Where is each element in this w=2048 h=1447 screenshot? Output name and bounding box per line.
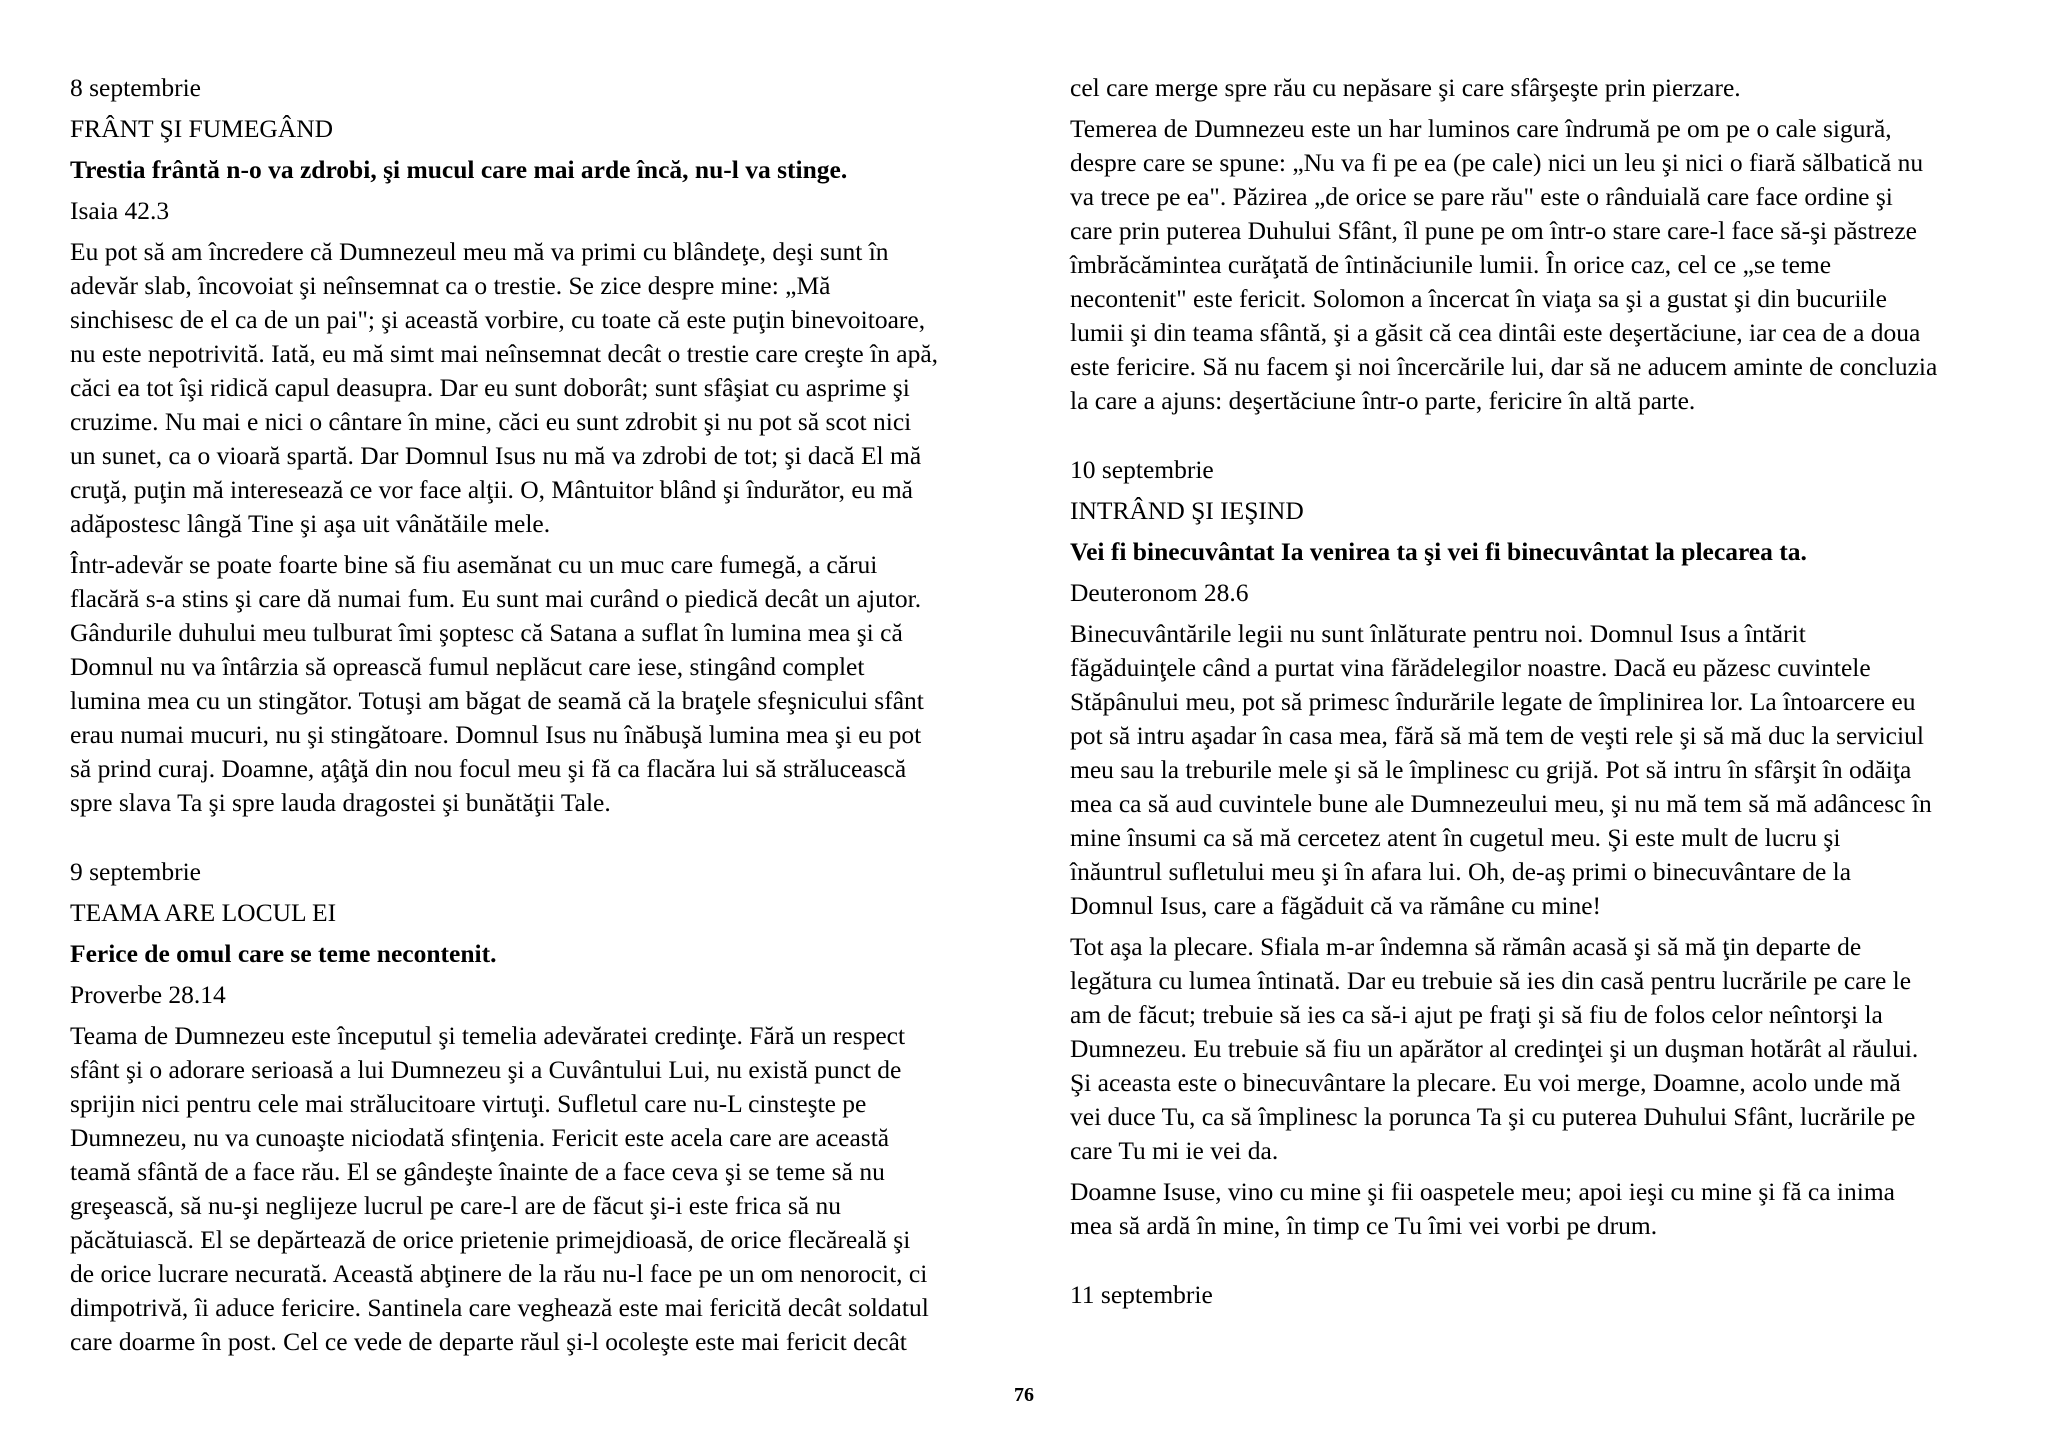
text-line: Stăpânului meu, pot să primesc îndurările legate de împlinirea lor. La întoarcere eu: [1070, 687, 1916, 716]
entry-paragraph: [1070, 71, 2005, 105]
section-gap: [70, 827, 1000, 855]
text-line: flacără s-a stins şi care dă numai fum. Eu sunt mai curând o piedică decât un ajutor.: [70, 584, 922, 613]
page-number: 76: [1014, 1384, 1034, 1406]
text-line: care Tu mi ie vei da.: [1070, 1136, 1279, 1165]
text-line: făgăduinţele când a purtat vina fărădelegilor noastre. Dacă eu păzesc cuvintele: [1070, 653, 1871, 682]
text-line: mine însumi ca să mă cercetez atent în cugetul meu. Şi este mult de lucru şi: [1070, 823, 1841, 852]
text-line: nu este nepotrivită. Iată, eu mă simt mai neînsemnat decât o trestie care creşte în apă,: [70, 339, 939, 368]
text-line: de orice lucrare necurată. Această abţinere de la rău nu-l face pe un om nenorocit, ci: [70, 1259, 928, 1288]
text-line: Eu pot să am încredere că Dumnezeul meu mă va primi cu blândeţe, deşi sunt în: [70, 237, 889, 266]
text-line: lumii şi din teama sfântă, şi a găsit că cea dintâi este deşertăciune, iar cea de a doua: [1070, 318, 1921, 347]
right-column: [1070, 71, 2005, 1319]
text-line: va trece pe ea". Păzirea „de orice se pare rău" este o rânduială care face ordine şi: [1070, 182, 1893, 211]
text-line: Domnul nu va întârzia să oprească fumul neplăcut care iese, stingând complet: [70, 652, 865, 681]
entry-date: 9 septembrie: [70, 857, 201, 886]
text-line: meu sau la treburile mele şi să le împlinesc cu grijă. Pot să intru în sfârşit în odăiţa: [1070, 755, 1912, 784]
text-line: Teama de Dumnezeu este începutul şi temelia adevăratei credinţe. Fără un respect: [70, 1021, 906, 1050]
text-line: îmbrăcămintea curăţată de întinăciunile lumii. În orice caz, cel ce „se teme: [1070, 250, 1832, 279]
section-gap: [1070, 425, 2005, 453]
text-line: vei duce Tu, ca să împlinesc la porunca Ta şi cu puterea Duhului Sfânt, lucrările pe: [1070, 1102, 1916, 1131]
text-line: sfânt şi o adorare serioasă a lui Dumnezeu şi a Cuvântului Lui, nu există punct de: [70, 1055, 902, 1084]
entry-paragraph: [1070, 617, 2005, 923]
text-line: Domnul Isus, care a făgăduit că va rămâne cu mine!: [1070, 891, 1602, 920]
text-line: mea ca să aud cuvintele bune ale Dumnezeului meu, şi nu mă tem să mă adâncesc în: [1070, 789, 1932, 818]
text-line: care prin puterea Duhului Sfânt, îl pune pe om într-o stare care-l face să-şi păstreze: [1070, 216, 1917, 245]
text-line: păcătuiască. El se depărtează de orice prietenie primejdioasă, de orice flecăreală şi: [70, 1225, 911, 1254]
entry-title: FRÂNT ŞI FUMEGÂND: [70, 114, 334, 143]
entry-date: 8 septembrie: [70, 73, 201, 102]
text-line: să prind curaj. Doamne, aţâţă din nou focul meu şi fă ca flacăra lui să strălucească: [70, 754, 907, 783]
text-line: căci ea tot îşi ridică capul deasupra. Dar eu sunt doborât; sunt sfâşiat cu asprime şi: [70, 373, 910, 402]
text-line: dimpotrivă, îi aduce fericire. Santinela care veghează este mai fericită decât soldatul: [70, 1293, 929, 1322]
entry-title: INTRÂND ŞI IEŞIND: [1070, 496, 1304, 525]
text-line: Doamne Isuse, vino cu mine şi fii oaspetele meu; apoi ieşi cu mine şi fă ca inima: [1070, 1177, 1895, 1206]
entry-verse: Ferice de omul care se teme necontenit.: [70, 939, 497, 968]
text-line: Şi aceasta este o binecuvântare la plecare. Eu voi merge, Doamne, acolo unde mă: [1070, 1068, 1901, 1097]
text-line: la care a ajuns: deşertăciune într-o parte, fericire în altă parte.: [1070, 386, 1696, 415]
entry-title: TEAMA ARE LOCUL EI: [70, 898, 337, 927]
entry-date: 10 septembrie: [1070, 455, 1214, 484]
text-line: Tot aşa la plecare. Sfiala m-ar îndemna să rămân acasă şi să mă ţin departe de: [1070, 932, 1862, 961]
text-line: cel care merge spre rău cu nepăsare şi care sfârşeşte prin pierzare.: [1070, 73, 1741, 102]
text-line: Gândurile duhului meu tulburat îmi şoptesc că Satana a suflat în lumina mea şi că: [70, 618, 903, 647]
text-line: lumina mea cu un stingător. Totuşi am băgat de seamă că la braţele sfeşnicului sfânt: [70, 686, 924, 715]
entry-date: 11 septembrie: [1070, 1280, 1213, 1309]
text-line: un sunet, ca o vioară spartă. Dar Domnul Isus nu mă va zdrobi de tot; şi dacă El mă: [70, 441, 922, 470]
text-line: înăuntrul sufletului meu şi în afara lui. Oh, de-aş primi o binecuvântare de la: [1070, 857, 1852, 886]
text-line: mea să ardă în mine, în timp ce Tu îmi vei vorbi pe drum.: [1070, 1211, 1658, 1240]
left-column: [70, 71, 1000, 1366]
text-line: am de făcut; trebuie să ies ca să-i ajut pe fraţi şi să fiu de folos celor neîntorşi la: [1070, 1000, 1883, 1029]
verse-reference: Isaia 42.3: [70, 196, 170, 225]
entry-paragraph: [70, 235, 1000, 541]
text-line: teamă sfântă de a face rău. El se gândeşte înainte de a face ceva şi se teme să nu: [70, 1157, 885, 1186]
entry-paragraph: [1070, 112, 2005, 418]
text-line: sinchisesc de el ca de un pai"; şi această vorbire, cu toate că este puţin binevoitoare,: [70, 305, 926, 334]
text-line: cruţă, puţin mă interesează ce vor face alţii. O, Mântuitor blând şi îndurător, eu mă: [70, 475, 913, 504]
entry-paragraph: [70, 548, 1000, 820]
text-line: Temerea de Dumnezeu este un har luminos care îndrumă pe om pe o cale sigură,: [1070, 114, 1892, 143]
text-line: Dumnezeu. Eu trebuie să fiu un apărător al credinţei şi un duşman hotărât al răului.: [1070, 1034, 1919, 1063]
text-line: Dumnezeu, nu va cunoaşte niciodată sfinţenia. Fericit este acela care are această: [70, 1123, 890, 1152]
entry-verse: Vei fi binecuvântat Ia venirea ta şi vei fi binecuvântat la plecarea ta.: [1070, 537, 1807, 566]
text-line: care doarme în post. Cel ce vede de departe răul şi-l ocoleşte este mai fericit decât: [70, 1327, 907, 1356]
entry-verse: Trestia frântă n-o va zdrobi, şi mucul care mai arde încă, nu-l va stinge.: [70, 155, 848, 184]
text-line: adevăr slab, încovoiat şi neînsemnat ca o trestie. Se zice despre mine: „Mă: [70, 271, 831, 300]
text-line: Într-adevăr se poate foarte bine să fiu asemănat cu un muc care fumegă, a cărui: [70, 550, 878, 579]
text-line: cruzime. Nu mai e nici o cântare în mine, căci eu sunt zdrobit şi nu pot să scot nici: [70, 407, 912, 436]
text-line: legătura cu lumea întinată. Dar eu trebuie să ies din casă pentru lucrările pe care le: [1070, 966, 1912, 995]
text-line: necontenit" este fericit. Solomon a încercat în viaţa sa şi a gustat şi din bucuriile: [1070, 284, 1887, 313]
text-line: erau numai mucuri, nu şi stingătoare. Domnul Isus nu înăbuşă lumina mea şi eu pot: [70, 720, 922, 749]
text-line: pot să intru aşadar în casa mea, fără să mă tem de veşti rele şi să mă duc la serviciul: [1070, 721, 1924, 750]
verse-reference: Proverbe 28.14: [70, 980, 226, 1009]
text-line: despre care se spune: „Nu va fi pe ea (pe cale) nici un leu şi nici o fiară sălbatică nu: [1070, 148, 1924, 177]
entry-paragraph: [1070, 1175, 2005, 1243]
text-line: spre slava Ta şi spre lauda dragostei şi bunătăţii Tale.: [70, 788, 611, 817]
verse-reference: Deuteronom 28.6: [1070, 578, 1249, 607]
text-line: adăpostesc lângă Tine şi aşa uit vânătăile mele.: [70, 509, 551, 538]
section-gap: [1070, 1250, 2005, 1278]
entry-paragraph: [1070, 930, 2005, 1168]
text-line: greşească, să nu-şi neglijeze lucrul pe care-l are de făcut şi-i este frica să nu: [70, 1191, 841, 1220]
text-line: sprijin nici pentru cele mai strălucitoare virtuţi. Sufletul care nu-L cinsteşte pe: [70, 1089, 867, 1118]
text-line: este fericire. Să nu facem şi noi încercările lui, dar să ne aducem aminte de concluzia: [1070, 352, 1938, 381]
text-line: Binecuvântările legii nu sunt înlăturate pentru noi. Domnul Isus a întărit: [1070, 619, 1806, 648]
entry-paragraph: [70, 1019, 1000, 1359]
